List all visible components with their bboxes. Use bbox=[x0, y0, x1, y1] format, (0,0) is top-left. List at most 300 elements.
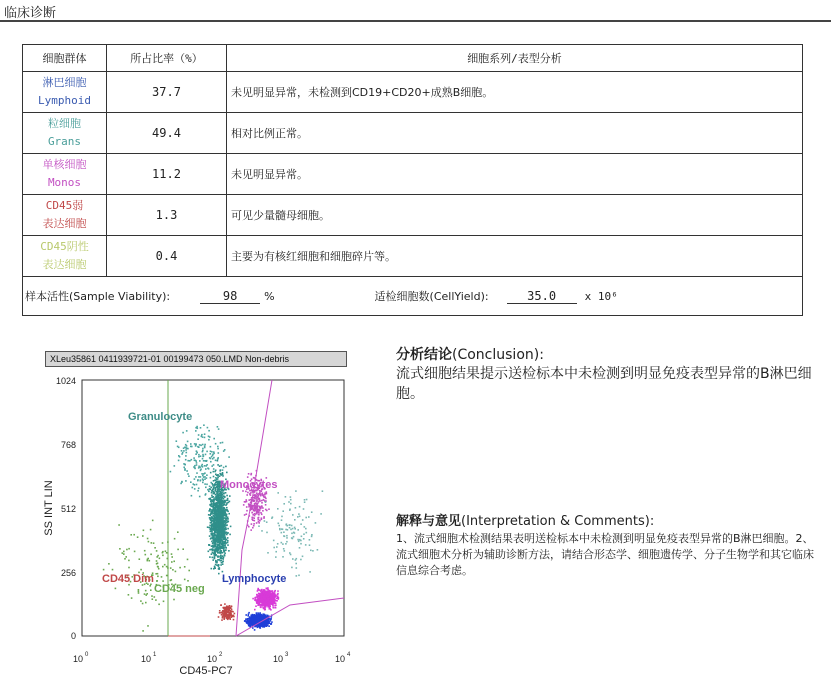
event-dot bbox=[217, 516, 219, 518]
population-name-en: Lymphoid bbox=[38, 94, 91, 107]
event-dot bbox=[171, 561, 173, 563]
event-dot bbox=[112, 569, 114, 571]
event-dot bbox=[303, 538, 305, 540]
event-dot bbox=[219, 515, 221, 517]
event-dot bbox=[227, 607, 229, 609]
event-dot bbox=[264, 520, 266, 522]
event-dot bbox=[221, 614, 223, 616]
event-dot bbox=[224, 500, 226, 502]
event-dot bbox=[213, 527, 215, 529]
event-dot bbox=[304, 501, 306, 503]
event-dot bbox=[171, 553, 173, 555]
event-dot bbox=[184, 468, 186, 470]
event-dot bbox=[303, 508, 305, 510]
event-dot bbox=[259, 604, 261, 606]
event-dot bbox=[221, 612, 223, 614]
event-dot bbox=[270, 595, 272, 597]
event-dot bbox=[212, 533, 214, 535]
event-dot bbox=[143, 530, 145, 532]
event-dot bbox=[257, 602, 259, 604]
viability-label: 样本活性(Sample Viability): bbox=[25, 290, 171, 303]
event-dot bbox=[255, 509, 257, 511]
event-dot bbox=[257, 604, 259, 606]
event-dot bbox=[265, 591, 267, 593]
footer-metrics bbox=[23, 277, 802, 315]
event-dot bbox=[172, 569, 174, 571]
percent-cell: 11.2 bbox=[107, 154, 227, 195]
event-dot bbox=[215, 494, 217, 496]
event-dot bbox=[142, 603, 144, 605]
event-dot bbox=[212, 552, 214, 554]
event-dot bbox=[247, 615, 249, 617]
event-dot bbox=[257, 503, 259, 505]
event-dot bbox=[228, 456, 230, 458]
event-dot bbox=[223, 523, 225, 525]
event-dot bbox=[253, 495, 255, 497]
event-dot bbox=[222, 610, 224, 612]
event-dot bbox=[217, 448, 219, 450]
event-dot bbox=[149, 585, 151, 587]
event-dot bbox=[222, 497, 224, 499]
event-dot bbox=[194, 478, 196, 480]
event-dot bbox=[282, 543, 284, 545]
event-dot bbox=[157, 566, 159, 568]
event-dot bbox=[219, 612, 221, 614]
event-dot bbox=[138, 591, 140, 593]
event-dot bbox=[292, 538, 294, 540]
event-dot bbox=[251, 473, 253, 475]
event-dot bbox=[264, 497, 266, 499]
y-tick-label: 1024 bbox=[55, 376, 76, 386]
event-dot bbox=[210, 489, 212, 491]
event-dot bbox=[269, 591, 271, 593]
event-dot bbox=[218, 497, 220, 499]
event-dot bbox=[229, 616, 231, 618]
event-dot bbox=[215, 560, 217, 562]
event-dot bbox=[215, 470, 217, 472]
event-dot bbox=[254, 609, 256, 611]
event-dot bbox=[185, 455, 187, 457]
event-dot bbox=[227, 544, 229, 546]
event-dot bbox=[270, 601, 272, 603]
event-dot bbox=[257, 598, 259, 600]
event-dot bbox=[217, 477, 219, 479]
event-dot bbox=[261, 514, 263, 516]
event-dot bbox=[263, 499, 265, 501]
event-dot bbox=[282, 510, 284, 512]
event-dot bbox=[261, 589, 263, 591]
event-dot bbox=[194, 484, 196, 486]
event-dot bbox=[300, 543, 302, 545]
event-dot bbox=[204, 444, 206, 446]
event-dot bbox=[263, 596, 265, 598]
event-dot bbox=[317, 549, 319, 551]
event-dot bbox=[283, 503, 285, 505]
table-header-row bbox=[23, 45, 803, 72]
y-tick-label: 512 bbox=[60, 504, 76, 514]
event-dot bbox=[216, 491, 218, 493]
event-dot bbox=[103, 569, 105, 571]
event-dot bbox=[246, 620, 248, 622]
event-dot bbox=[216, 499, 218, 501]
event-dot bbox=[223, 507, 225, 509]
event-dot bbox=[227, 540, 229, 542]
analysis-cell: 未见明显异常，未检测到CD19+CD20+成熟B细胞。 bbox=[227, 72, 803, 113]
header-percent: 所占比率（%） bbox=[107, 45, 227, 72]
event-dot bbox=[152, 598, 154, 600]
event-dot bbox=[217, 530, 219, 532]
event-dot bbox=[257, 615, 259, 617]
event-dot bbox=[138, 589, 140, 591]
event-dot bbox=[186, 448, 188, 450]
event-dot bbox=[185, 480, 187, 482]
event-dot bbox=[190, 446, 192, 448]
event-dot bbox=[258, 519, 260, 521]
event-dot bbox=[215, 460, 217, 462]
event-dot bbox=[297, 539, 299, 541]
x-tick-label: 10 bbox=[140, 654, 152, 664]
event-dot bbox=[188, 570, 190, 572]
event-dot bbox=[208, 436, 210, 438]
event-dot bbox=[201, 473, 203, 475]
viability-value: 98 bbox=[200, 289, 260, 304]
event-dot bbox=[183, 463, 185, 465]
event-dot bbox=[150, 554, 152, 556]
event-dot bbox=[219, 475, 221, 477]
event-dot bbox=[259, 500, 261, 502]
event-dot bbox=[260, 619, 262, 621]
x-tick-exp: 4 bbox=[347, 652, 351, 658]
x-tick-exp: 2 bbox=[219, 652, 223, 658]
event-dot bbox=[202, 448, 204, 450]
event-dot bbox=[298, 541, 300, 543]
event-dot bbox=[291, 567, 293, 569]
event-dot bbox=[156, 580, 158, 582]
event-dot bbox=[256, 499, 258, 501]
event-dot bbox=[162, 552, 164, 554]
event-dot bbox=[243, 504, 245, 506]
event-dot bbox=[259, 509, 261, 511]
event-dot bbox=[212, 540, 214, 542]
population-name: 淋巴细胞 bbox=[42, 76, 87, 89]
event-dot bbox=[205, 454, 207, 456]
event-dot bbox=[189, 460, 191, 462]
event-dot bbox=[219, 546, 221, 548]
event-dot bbox=[211, 531, 213, 533]
event-dot bbox=[260, 512, 262, 514]
event-dot bbox=[211, 492, 213, 494]
interpretation-title bbox=[396, 510, 654, 529]
population-name: 粒细胞 bbox=[48, 117, 81, 130]
event-dot bbox=[253, 510, 255, 512]
event-dot bbox=[292, 528, 294, 530]
event-dot bbox=[170, 471, 172, 473]
event-dot bbox=[198, 446, 200, 448]
event-dot bbox=[217, 494, 219, 496]
event-dot bbox=[222, 505, 224, 507]
event-dot bbox=[223, 520, 225, 522]
event-dot bbox=[205, 460, 207, 462]
event-dot bbox=[150, 589, 152, 591]
percent-cell: 0.4 bbox=[107, 236, 227, 277]
event-dot bbox=[300, 523, 302, 525]
event-dot bbox=[221, 492, 223, 494]
event-dot bbox=[207, 526, 209, 528]
event-dot bbox=[157, 576, 159, 578]
analysis-cell: 主要为有核红细胞和细胞碎片等。 bbox=[227, 236, 803, 277]
event-dot bbox=[250, 494, 252, 496]
event-dot bbox=[216, 486, 218, 488]
event-dot bbox=[222, 537, 224, 539]
event-dot bbox=[259, 599, 261, 601]
event-dot bbox=[191, 495, 193, 497]
event-dot bbox=[218, 522, 220, 524]
event-dot bbox=[166, 566, 168, 568]
event-dot bbox=[200, 480, 202, 482]
event-dot bbox=[137, 536, 139, 538]
event-dot bbox=[224, 532, 226, 534]
population-name-en: 表达细胞 bbox=[42, 258, 87, 271]
event-dot bbox=[261, 519, 263, 521]
event-dot bbox=[215, 531, 217, 533]
event-dot bbox=[148, 541, 150, 543]
event-dot bbox=[215, 503, 217, 505]
event-dot bbox=[258, 589, 260, 591]
event-dot bbox=[299, 506, 301, 508]
event-dot bbox=[286, 535, 288, 537]
event-dot bbox=[177, 531, 179, 533]
event-dot bbox=[265, 623, 267, 625]
event-dot bbox=[213, 471, 215, 473]
event-dot bbox=[215, 474, 217, 476]
event-dot bbox=[283, 531, 285, 533]
event-dot bbox=[267, 605, 269, 607]
event-dot bbox=[215, 443, 217, 445]
event-dot bbox=[252, 505, 254, 507]
event-dot bbox=[185, 459, 187, 461]
conclusion-title-en: (Conclusion): bbox=[452, 347, 544, 363]
event-dot bbox=[222, 514, 224, 516]
event-dot bbox=[258, 521, 260, 523]
event-dot bbox=[126, 549, 128, 551]
event-dot bbox=[290, 529, 292, 531]
event-dot bbox=[271, 517, 273, 519]
event-dot bbox=[138, 592, 140, 594]
event-dot bbox=[261, 506, 263, 508]
event-dot bbox=[142, 535, 144, 537]
event-dot bbox=[166, 575, 168, 577]
event-dot bbox=[263, 593, 265, 595]
event-dot bbox=[303, 533, 305, 535]
event-dot bbox=[208, 514, 210, 516]
event-dot bbox=[251, 512, 253, 514]
event-dot bbox=[224, 504, 226, 506]
event-dot bbox=[196, 484, 198, 486]
event-dot bbox=[209, 544, 211, 546]
event-dot bbox=[181, 450, 183, 452]
event-dot bbox=[214, 479, 216, 481]
event-dot bbox=[154, 547, 156, 549]
event-dot bbox=[225, 492, 227, 494]
event-dot bbox=[200, 476, 202, 478]
event-dot bbox=[224, 515, 226, 517]
event-dot bbox=[278, 523, 280, 525]
event-dot bbox=[216, 484, 218, 486]
event-dot bbox=[254, 619, 256, 621]
event-dot bbox=[263, 604, 265, 606]
event-dot bbox=[273, 547, 275, 549]
event-dot bbox=[286, 537, 288, 539]
event-dot bbox=[217, 548, 219, 550]
event-dot bbox=[250, 492, 252, 494]
event-dot bbox=[269, 618, 271, 620]
event-dot bbox=[281, 528, 283, 530]
event-dot bbox=[152, 520, 154, 522]
event-dot bbox=[170, 580, 172, 582]
event-dot bbox=[315, 522, 317, 524]
event-dot bbox=[209, 549, 211, 551]
event-dot bbox=[222, 532, 224, 534]
event-dot bbox=[228, 502, 230, 504]
event-dot bbox=[218, 520, 220, 522]
event-dot bbox=[262, 618, 264, 620]
event-dot bbox=[224, 449, 226, 451]
event-dot bbox=[262, 607, 264, 609]
event-dot bbox=[276, 546, 278, 548]
event-dot bbox=[151, 542, 153, 544]
y-axis-label: SS INT LIN bbox=[43, 480, 55, 536]
event-dot bbox=[218, 573, 220, 575]
event-dot bbox=[216, 546, 218, 548]
event-dot bbox=[275, 607, 277, 609]
table-row bbox=[23, 195, 803, 236]
event-dot bbox=[286, 523, 288, 525]
event-dot bbox=[130, 534, 132, 536]
event-dot bbox=[203, 424, 205, 426]
event-dot bbox=[208, 491, 210, 493]
event-dot bbox=[279, 529, 281, 531]
event-dot bbox=[212, 528, 214, 530]
event-dot bbox=[214, 567, 216, 569]
event-dot bbox=[210, 529, 212, 531]
event-dot bbox=[216, 502, 218, 504]
percent-cell: 1.3 bbox=[107, 195, 227, 236]
event-dot bbox=[247, 618, 249, 620]
event-dot bbox=[213, 511, 215, 513]
event-dot bbox=[210, 461, 212, 463]
event-dot bbox=[299, 539, 301, 541]
event-dot bbox=[212, 550, 214, 552]
event-dot bbox=[216, 526, 218, 528]
event-dot bbox=[201, 436, 203, 438]
event-dot bbox=[294, 532, 296, 534]
event-dot bbox=[187, 441, 189, 443]
event-dot bbox=[212, 535, 214, 537]
event-dot bbox=[257, 510, 259, 512]
event-dot bbox=[304, 499, 306, 501]
event-dot bbox=[209, 525, 211, 527]
event-dot bbox=[271, 593, 273, 595]
event-dot bbox=[192, 487, 194, 489]
event-dot bbox=[216, 551, 218, 553]
event-dot bbox=[213, 451, 215, 453]
event-dot bbox=[210, 451, 212, 453]
percent-cell: 37.7 bbox=[107, 72, 227, 113]
event-dot bbox=[217, 513, 219, 515]
event-dot bbox=[212, 458, 214, 460]
event-dot bbox=[198, 456, 200, 458]
event-dot bbox=[225, 538, 227, 540]
event-dot bbox=[211, 568, 213, 570]
event-dot bbox=[220, 541, 222, 543]
event-dot bbox=[222, 469, 224, 471]
event-dot bbox=[255, 605, 257, 607]
event-dot bbox=[284, 536, 286, 538]
event-dot bbox=[251, 623, 253, 625]
event-dot bbox=[286, 541, 288, 543]
event-dot bbox=[217, 458, 219, 460]
event-dot bbox=[248, 473, 250, 475]
event-dot bbox=[262, 616, 264, 618]
event-dot bbox=[265, 498, 267, 500]
event-dot bbox=[276, 600, 278, 602]
event-dot bbox=[246, 506, 248, 508]
event-dot bbox=[266, 588, 268, 590]
event-dot bbox=[258, 499, 260, 501]
event-dot bbox=[210, 446, 212, 448]
event-dot bbox=[183, 447, 185, 449]
population-name: CD45阴性 bbox=[40, 240, 89, 253]
event-dot bbox=[222, 560, 224, 562]
event-dot bbox=[269, 608, 271, 610]
event-dot bbox=[214, 556, 216, 558]
event-dot bbox=[215, 544, 217, 546]
event-dot bbox=[183, 450, 185, 452]
event-dot bbox=[233, 615, 235, 617]
event-dot bbox=[221, 501, 223, 503]
event-dot bbox=[217, 556, 219, 558]
event-dot bbox=[212, 490, 214, 492]
event-dot bbox=[229, 534, 231, 536]
event-dot bbox=[144, 593, 146, 595]
event-dot bbox=[231, 615, 233, 617]
event-dot bbox=[197, 490, 199, 492]
event-dot bbox=[231, 609, 233, 611]
monocytes-label: Monocytes bbox=[220, 479, 278, 491]
event-dot bbox=[200, 445, 202, 447]
event-dot bbox=[253, 616, 255, 618]
event-dot bbox=[259, 602, 261, 604]
event-dot bbox=[254, 515, 256, 517]
event-dot bbox=[306, 532, 308, 534]
event-dot bbox=[181, 453, 183, 455]
event-dot bbox=[253, 517, 255, 519]
event-dot bbox=[218, 616, 220, 618]
event-dot bbox=[210, 477, 212, 479]
event-dot bbox=[213, 476, 215, 478]
event-dot bbox=[295, 507, 297, 509]
event-dot bbox=[261, 592, 263, 594]
event-dot bbox=[216, 507, 218, 509]
interpretation-title-en: (Interpretation & Comments): bbox=[461, 514, 655, 529]
event-dot bbox=[261, 502, 263, 504]
event-dot bbox=[178, 460, 180, 462]
event-dot bbox=[220, 493, 222, 495]
event-dot bbox=[157, 562, 159, 564]
event-dot bbox=[202, 456, 204, 458]
event-dot bbox=[155, 573, 157, 575]
event-dot bbox=[182, 548, 184, 550]
